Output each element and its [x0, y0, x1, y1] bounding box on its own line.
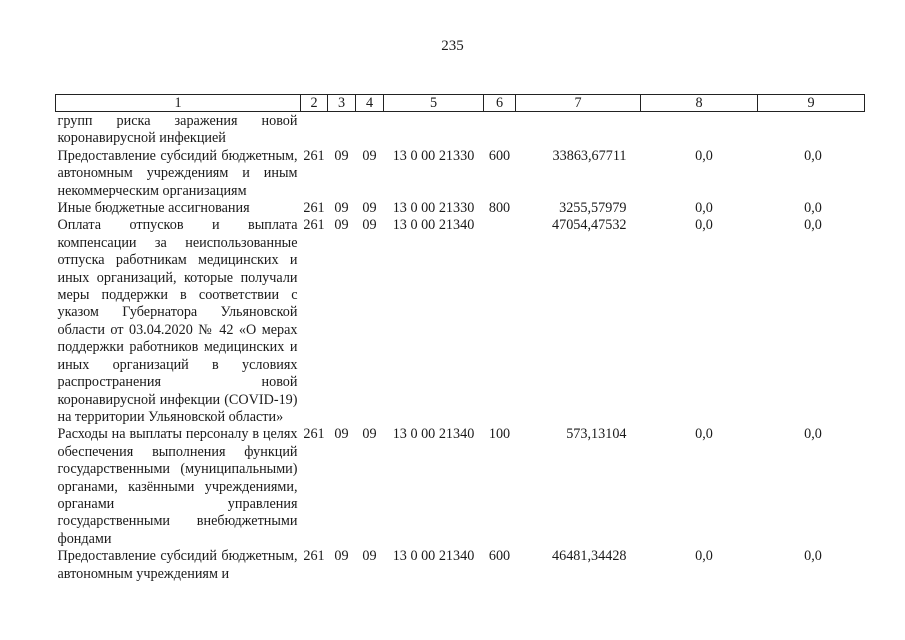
cell-amount: 573,13104	[566, 426, 627, 443]
cell-expense-type	[484, 217, 516, 426]
row-description: групп риска заражения новой коронавирусной инфекцией	[57, 113, 298, 147]
cell-col9: 0,0	[804, 200, 822, 217]
cell-expense-type: 600	[488, 548, 511, 565]
cell-col8: 0,0	[695, 147, 713, 164]
column-header: 3	[328, 95, 356, 112]
cell-col9: 0,0	[804, 217, 822, 234]
cell-target-article: 13 0 00 21340	[392, 217, 475, 234]
row-description: Предоставление субсидий бюджетным, автономным учреждениям и	[57, 548, 298, 582]
cell-col9: 0,0	[804, 548, 822, 565]
table-row	[56, 112, 865, 148]
cell-amount: 46481,34428	[552, 548, 627, 565]
column-header: 8	[641, 95, 758, 112]
cell-target-article	[384, 112, 484, 148]
cell-section: 09	[334, 200, 349, 217]
cell-col9: 0,0	[804, 426, 822, 443]
row-description: Оплата отпусков и выплата компенсации за неиспользованные отпуска работникам медицинских и иных организаций, которые получали меры поддержки в соответствии с указом Губернатора Ульяновской области от 03.04.2020 № 42 «О мерах поддержки работников медицинских и иных организаций в условиях распространения новой коронавирусной инфекции (COVID-19) на территории Ульяновской области»	[57, 217, 298, 425]
cell-col8: 0,0	[695, 200, 713, 217]
cell-section	[328, 112, 356, 148]
column-header: 9	[758, 95, 865, 112]
table-header-row	[56, 95, 865, 112]
cell-amount	[516, 112, 641, 148]
cell-subsection: 09	[362, 147, 377, 164]
cell-col8: 0,0	[695, 217, 713, 234]
row-description: Предоставление субсидий бюджетным, автономным учреждениям и иным некоммерческим организациям	[57, 147, 298, 199]
cell-subsection: 09	[362, 217, 377, 234]
column-header: 4	[356, 95, 384, 112]
cell-col9: 0,0	[804, 147, 822, 164]
row-description: Расходы на выплаты персоналу в целях обеспечения выполнения функций государственными (муниципальными) органами, казёнными учреждениями, органами управления государственными внебюджетными фондами	[57, 426, 298, 547]
cell-code: 261	[303, 426, 325, 443]
cell-expense-type: 800	[488, 200, 511, 217]
table-row	[56, 200, 865, 217]
cell-code	[301, 112, 328, 148]
cell-expense-type	[484, 112, 516, 148]
cell-subsection	[356, 112, 384, 148]
cell-code: 261	[303, 147, 325, 164]
cell-code: 261	[303, 200, 325, 217]
table-row	[56, 148, 865, 200]
cell-target-article: 13 0 00 21330	[392, 147, 475, 164]
cell-amount: 33863,67711	[552, 147, 627, 164]
cell-col8: 0,0	[695, 548, 713, 565]
page-number: 235	[441, 38, 464, 54]
table-row	[56, 548, 865, 583]
cell-target-article: 13 0 00 21340	[392, 548, 475, 565]
cell-section: 09	[334, 147, 349, 164]
cell-code: 261	[303, 548, 325, 565]
cell-col9	[758, 112, 865, 148]
cell-section: 09	[334, 217, 349, 234]
table-row	[56, 217, 865, 426]
column-header: 6	[484, 95, 516, 112]
cell-code: 261	[303, 217, 325, 234]
cell-section: 09	[334, 548, 349, 565]
column-header: 1	[56, 95, 301, 112]
row-description: Иные бюджетные ассигнования	[57, 200, 250, 217]
cell-col8: 0,0	[695, 426, 713, 443]
cell-col8	[641, 112, 758, 148]
cell-amount: 3255,57979	[559, 200, 627, 217]
column-header: 7	[516, 95, 641, 112]
budget-table	[55, 94, 865, 583]
cell-target-article: 13 0 00 21330	[392, 200, 475, 217]
cell-subsection: 09	[362, 548, 377, 565]
column-header: 2	[301, 95, 328, 112]
cell-subsection: 09	[362, 200, 377, 217]
table-row	[56, 426, 865, 548]
cell-target-article: 13 0 00 21340	[392, 426, 475, 443]
cell-expense-type: 600	[488, 147, 511, 164]
cell-amount: 47054,47532	[552, 217, 627, 234]
column-header: 5	[384, 95, 484, 112]
cell-expense-type: 100	[488, 426, 511, 443]
cell-subsection: 09	[362, 426, 377, 443]
cell-section: 09	[334, 426, 349, 443]
